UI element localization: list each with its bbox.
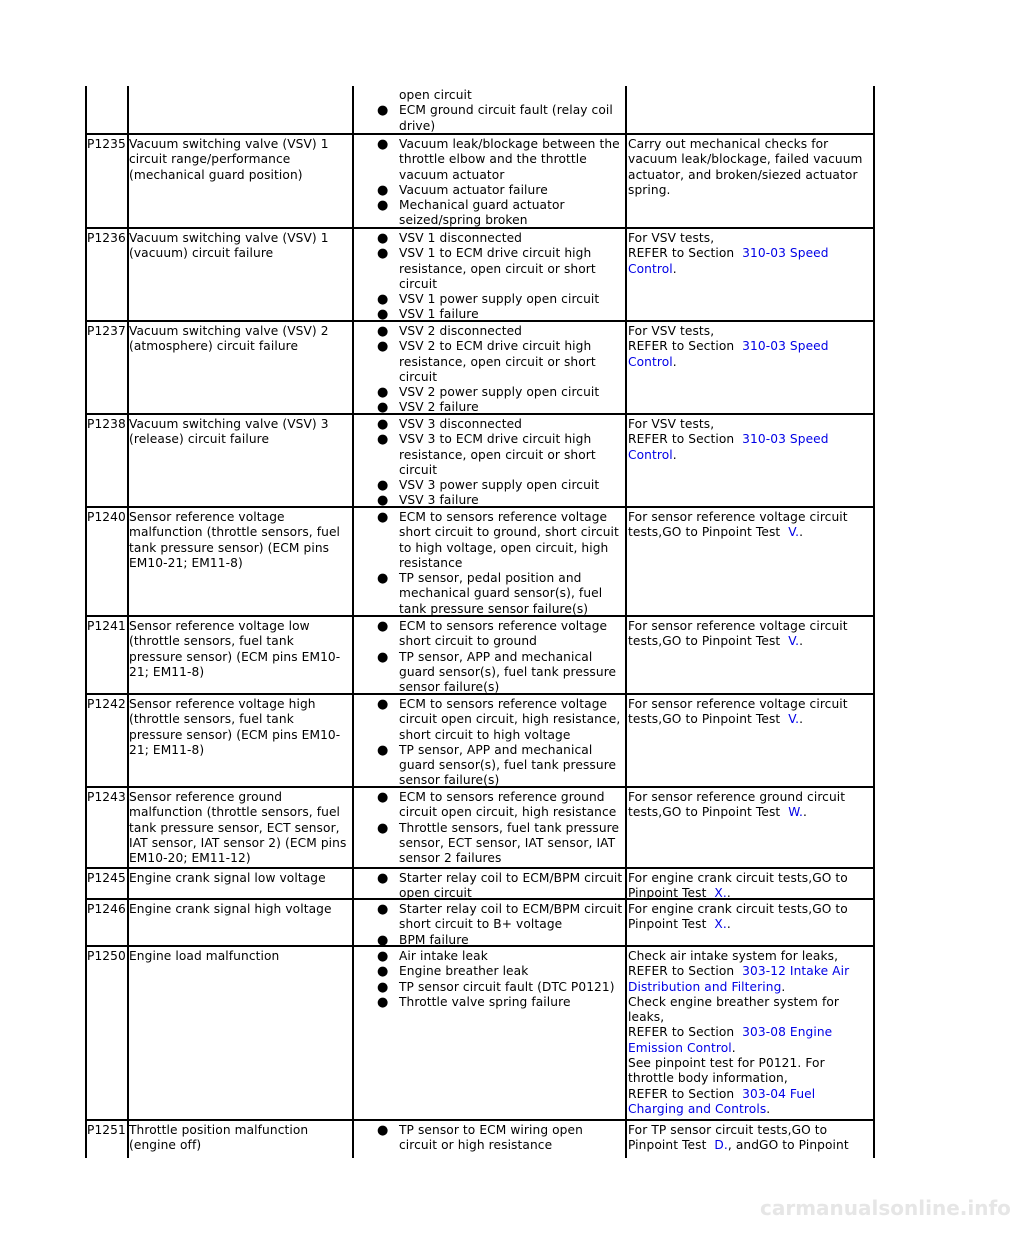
table-row: [85, 86, 875, 135]
column-divider: [625, 695, 627, 788]
cause-text: VSV 3 disconnected: [399, 417, 523, 431]
action-suffix: .: [802, 805, 807, 820]
column-divider: [873, 869, 875, 900]
bullet-icon: ●: [377, 385, 389, 401]
cause-text: Throttle valve spring failure: [399, 994, 571, 1009]
cause-text: Starter relay coil to ECM/BPM circuit short circuit to B+ voltage: [399, 902, 623, 932]
action-line: [628, 1087, 868, 1118]
column-divider: [625, 900, 627, 947]
bullet-icon: ●: [377, 292, 389, 308]
action: [628, 324, 868, 370]
column-divider: [85, 947, 87, 1121]
cause-text: BPM failure: [399, 932, 469, 947]
cause-item: [375, 417, 625, 432]
section-link[interactable]: 310-03 Speed Control: [628, 339, 829, 369]
cause-item: [375, 339, 625, 385]
bullet-icon: ●: [377, 902, 389, 917]
action-suffix: .: [799, 712, 804, 727]
action-text: For VSV tests,: [628, 324, 715, 338]
cause-item: [375, 103, 625, 134]
possible-causes: [375, 871, 625, 902]
cause-text: Vacuum leak/blockage between the throttle elbow and the throttle vacuum actuator: [399, 137, 620, 182]
action-line: [628, 871, 868, 902]
cause-text: Starter relay coil to ECM/BPM circuit open circuit: [399, 871, 623, 901]
dtc-code: P1243: [87, 790, 126, 804]
bullet-icon: ●: [377, 964, 389, 980]
column-divider: [352, 415, 354, 508]
action: [628, 619, 868, 650]
section-link[interactable]: 310-03 Speed Control: [628, 246, 829, 276]
action: [628, 949, 868, 1117]
bullet-icon: ●: [377, 103, 389, 119]
cause-item: [375, 231, 625, 246]
section-link[interactable]: D.: [714, 1138, 728, 1153]
cause-text: VSV 3 to ECM drive circuit high resistance, open circuit or short circuit: [399, 432, 596, 477]
bullet-icon: ●: [377, 649, 389, 665]
action-line: [628, 246, 868, 277]
cause-item: [375, 980, 625, 995]
bullet-icon: ●: [377, 510, 389, 525]
table-row: [85, 508, 875, 617]
column-divider: [625, 869, 627, 900]
action: [628, 510, 868, 541]
dtc-description: Sensor reference voltage low (throttle sensors, fuel tank pressure sensor) (ECM pins EM10-21; EM11-8): [129, 619, 341, 679]
bullet-icon: ●: [377, 182, 389, 198]
watermark-text: carmanualsonline.info: [760, 1196, 1011, 1220]
action: [628, 417, 868, 463]
action-text: REFER to Section: [628, 1025, 735, 1040]
action-line: [628, 949, 868, 964]
table-row: [85, 1121, 875, 1156]
action-text: REFER to Section: [628, 339, 735, 354]
dtc-code: P1236: [87, 231, 126, 245]
action-suffix: .: [766, 1101, 771, 1116]
dtc-description: Vacuum switching valve (VSV) 1 circuit range/performance (mechanical guard position): [129, 137, 329, 182]
column-divider: [352, 135, 354, 229]
column-divider: [352, 788, 354, 869]
cause-text: VSV 3 power supply open circuit: [399, 478, 600, 493]
action-line: [628, 964, 868, 995]
cause-text: ECM to sensors reference voltage short circuit to ground, short circuit to high voltage, open circuit, high resistance: [399, 510, 619, 570]
possible-causes: [375, 790, 625, 866]
section-link[interactable]: X.: [714, 886, 727, 901]
bullet-icon: ●: [377, 432, 389, 448]
dtc-description: Sensor reference voltage high (throttle sensors, fuel tank pressure sensor) (ECM pins EM10-21; EM11-8): [129, 697, 341, 757]
section-link[interactable]: X.: [714, 917, 727, 932]
action-text: Check engine breather system for leaks,: [628, 994, 840, 1025]
cause-text: VSV 2 to ECM drive circuit high resistance, open circuit or short circuit: [399, 339, 596, 384]
watermark: [760, 1196, 1011, 1242]
section-link[interactable]: V.: [788, 634, 800, 649]
action-line: [628, 324, 868, 339]
possible-causes: [375, 88, 625, 134]
column-divider: [127, 86, 129, 135]
action-text: Carry out mechanical checks for vacuum leak/blockage, failed vacuum actuator, and broken/siezed actuator spring.: [628, 137, 863, 197]
dtc-description: Engine crank signal low voltage: [129, 871, 326, 885]
bullet-icon: ●: [377, 820, 389, 836]
cause-item: [375, 743, 625, 789]
cause-item: [375, 821, 625, 867]
column-divider: [625, 135, 627, 229]
bullet-icon: ●: [377, 697, 389, 712]
action-line: [628, 231, 868, 246]
column-divider: [352, 947, 354, 1121]
cause-item: [375, 871, 625, 902]
cause-text: ECM to sensors reference ground circuit open circuit, high resistance: [399, 790, 617, 820]
action-suffix: .: [726, 886, 731, 901]
action-line: [628, 995, 868, 1026]
cause-text: VSV 2 power supply open circuit: [399, 385, 600, 400]
column-divider: [352, 86, 354, 135]
possible-causes: [375, 137, 625, 229]
column-divider: [873, 135, 875, 229]
cause-item: [375, 183, 625, 198]
dtc-code: P1235: [87, 137, 126, 151]
column-divider: [873, 322, 875, 415]
column-divider: [625, 1121, 627, 1158]
section-link[interactable]: V.: [788, 525, 800, 540]
column-divider: [352, 869, 354, 900]
cause-item: [375, 510, 625, 571]
column-divider: [873, 415, 875, 508]
bullet-icon: ●: [377, 246, 389, 262]
dtc-code: P1240: [87, 510, 126, 524]
action-suffix: .: [672, 261, 677, 276]
bullet-icon: ●: [377, 198, 389, 214]
action-line: [628, 697, 868, 728]
action-text: For TP sensor circuit tests,GO to Pinpoint Test: [628, 1123, 828, 1153]
table-row: [85, 947, 875, 1121]
dtc-code: P1238: [87, 417, 126, 431]
possible-causes: [375, 417, 625, 509]
action-text: For engine crank circuit tests,GO to Pinpoint Test: [628, 902, 848, 932]
column-divider: [625, 617, 627, 695]
cause-item: [375, 400, 625, 415]
column-divider: [873, 947, 875, 1121]
cause-text: VSV 3 failure: [399, 493, 479, 508]
bullet-icon: ●: [377, 324, 389, 339]
action-text: REFER to Section: [628, 1086, 735, 1101]
action-text: Check air intake system for leaks,: [628, 949, 839, 963]
action-suffix: .: [731, 1040, 736, 1055]
cause-item: [375, 790, 625, 821]
cause-item: [375, 933, 625, 948]
possible-causes: [375, 324, 625, 416]
cause-item: [375, 493, 625, 508]
action-text: For engine crank circuit tests,GO to Pinpoint Test: [628, 871, 848, 901]
column-divider: [625, 508, 627, 617]
column-divider: [352, 617, 354, 695]
cause-item: [375, 697, 625, 743]
action: [628, 1123, 868, 1154]
possible-causes: [375, 619, 625, 695]
column-divider: [625, 415, 627, 508]
column-divider: [352, 229, 354, 322]
cause-item: [375, 619, 625, 650]
action-text: REFER to Section: [628, 246, 735, 261]
column-divider: [352, 900, 354, 947]
dtc-description: Sensor reference voltage malfunction (throttle sensors, fuel tank pressure sensor) (ECM pins EM10-21; EM11-8): [129, 510, 341, 570]
cause-continued-text: open circuit: [399, 88, 472, 102]
bullet-icon: ●: [377, 932, 389, 948]
cause-item: [375, 292, 625, 307]
dtc-description: Engine load malfunction: [129, 949, 280, 963]
cause-text: Mechanical guard actuator seized/spring broken: [399, 198, 565, 228]
column-divider: [127, 947, 129, 1121]
action-line: [628, 137, 868, 198]
action-line: [628, 1123, 868, 1154]
dtc-description: Sensor reference ground malfunction (throttle sensors, fuel tank pressure sensor, ECT sensor, IAT sensor, IAT sensor 2) (ECM pins EM10-20; EM11-12): [129, 790, 347, 866]
dtc-code: P1242: [87, 697, 126, 711]
cause-text: VSV 2 disconnected: [399, 324, 523, 338]
cause-item: [375, 902, 625, 933]
action-line: [628, 510, 868, 541]
action-line: [628, 432, 868, 463]
action-line: [628, 790, 868, 821]
action: [628, 697, 868, 728]
bullet-icon: ●: [377, 307, 389, 323]
action: [628, 902, 868, 933]
dtc-description: Vacuum switching valve (VSV) 2 (atmosphere) circuit failure: [129, 324, 329, 354]
column-divider: [352, 322, 354, 415]
action: [628, 871, 868, 902]
cause-text: VSV 2 failure: [399, 400, 479, 415]
cause-text: ECM to sensors reference voltage circuit open circuit, high resistance, short circuit to high voltage: [399, 697, 621, 742]
bullet-icon: ●: [377, 619, 389, 634]
table-row: [85, 695, 875, 788]
section-link[interactable]: 303-04 Fuel Charging and Controls: [628, 1086, 816, 1116]
bullet-icon: ●: [377, 790, 389, 805]
table-row: [85, 869, 875, 900]
cause-item: [375, 650, 625, 696]
action: [628, 790, 868, 821]
column-divider: [873, 508, 875, 617]
cause-text: Vacuum actuator failure: [399, 182, 548, 197]
cause-text: VSV 1 to ECM drive circuit high resistance, open circuit or short circuit: [399, 246, 596, 291]
action: [628, 137, 868, 198]
dtc-description: Throttle position malfunction (engine off): [129, 1123, 309, 1153]
column-divider: [352, 508, 354, 617]
action-text: For VSV tests,: [628, 417, 715, 431]
table-row: [85, 229, 875, 322]
table-row: [85, 415, 875, 508]
cause-text: TP sensor to ECM wiring open circuit or high resistance: [399, 1123, 583, 1153]
cause-text: Air intake leak: [399, 949, 488, 963]
cause-item: [375, 949, 625, 964]
cause-text: VSV 1 power supply open circuit: [399, 292, 600, 307]
cause-text: Throttle sensors, fuel tank pressure sensor, ECT sensor, IAT sensor, IAT sensor 2 failures: [399, 820, 620, 866]
column-divider: [625, 947, 627, 1121]
section-link[interactable]: 310-03 Speed Control: [628, 432, 829, 462]
column-divider: [625, 229, 627, 322]
dtc-code: P1245: [87, 871, 126, 885]
bullet-icon: ●: [377, 137, 389, 152]
section-link[interactable]: W.: [788, 805, 803, 820]
cause-text: TP sensor, pedal position and mechanical guard sensor(s), fuel tank pressure sensor failure(s): [399, 571, 603, 616]
action-suffix: .: [781, 979, 786, 994]
dtc-code: P1246: [87, 902, 126, 916]
column-divider: [625, 86, 627, 135]
cause-item: [375, 571, 625, 617]
possible-causes: [375, 231, 625, 323]
possible-causes: [375, 510, 625, 617]
table-row: [85, 135, 875, 229]
bullet-icon: ●: [377, 478, 389, 494]
dtc-description: Vacuum switching valve (VSV) 3 (release) circuit failure: [129, 417, 329, 447]
possible-causes: [375, 949, 625, 1010]
table-row: [85, 788, 875, 869]
dtc-code: P1251: [87, 1123, 126, 1137]
bullet-icon: ●: [377, 949, 389, 964]
bullet-icon: ●: [377, 493, 389, 509]
action-suffix: .: [799, 634, 804, 649]
bullet-icon: ●: [377, 994, 389, 1010]
cause-item: [375, 385, 625, 400]
action-line: [628, 619, 868, 650]
possible-causes: [375, 902, 625, 948]
cause-text: TP sensor circuit fault (DTC P0121): [399, 979, 615, 994]
bullet-icon: ●: [377, 979, 389, 995]
bullet-icon: ●: [377, 571, 389, 587]
action-line: [628, 339, 868, 370]
action-text: For sensor reference voltage circuit tests,GO to Pinpoint Test: [628, 619, 848, 649]
column-divider: [873, 695, 875, 788]
table-row: [85, 322, 875, 415]
table-row: [85, 900, 875, 947]
action-text: See pinpoint test for P0121. For throttle body information,: [628, 1056, 825, 1086]
action-text: For sensor reference ground circuit tests,GO to Pinpoint Test: [628, 790, 846, 820]
bullet-icon: ●: [377, 871, 389, 886]
action-suffix: .: [672, 354, 677, 369]
action-text: For sensor reference voltage circuit tests,GO to Pinpoint Test: [628, 510, 848, 540]
column-divider: [873, 229, 875, 322]
action-line: [628, 417, 868, 432]
section-link[interactable]: 303-12 Intake Air Distribution and Filtering: [628, 964, 850, 994]
column-divider: [873, 788, 875, 869]
column-divider: [352, 695, 354, 788]
column-divider: [352, 1121, 354, 1158]
action-suffix: .: [672, 447, 677, 462]
column-divider: [625, 322, 627, 415]
bullet-icon: ●: [377, 1123, 389, 1138]
cause-item: [375, 198, 625, 229]
cause-text: TP sensor, APP and mechanical guard sensor(s), fuel tank pressure sensor failure(s): [399, 742, 617, 788]
dtc-description: Vacuum switching valve (VSV) 1 (vacuum) circuit failure: [129, 231, 329, 261]
column-divider: [873, 86, 875, 135]
bullet-icon: ●: [377, 231, 389, 246]
cause-text: ECM to sensors reference voltage short circuit to ground: [399, 619, 608, 649]
action-text: For VSV tests,: [628, 231, 715, 245]
cause-item: [375, 478, 625, 493]
action-line: [628, 1025, 868, 1056]
bullet-icon: ●: [377, 400, 389, 416]
cause-text: TP sensor, APP and mechanical guard sensor(s), fuel tank pressure sensor failure(s): [399, 649, 617, 695]
cause-item: [375, 1123, 625, 1154]
cause-item: [375, 307, 625, 322]
action-suffix: .: [726, 917, 731, 932]
action: [628, 231, 868, 277]
cause-item: [375, 995, 625, 1010]
possible-causes: [375, 1123, 625, 1154]
bullet-icon: ●: [377, 417, 389, 432]
bullet-icon: ●: [377, 742, 389, 758]
dtc-code: P1250: [87, 949, 126, 963]
action-line: [628, 902, 868, 933]
cause-text: VSV 1 disconnected: [399, 231, 523, 245]
dtc-code: P1237: [87, 324, 126, 338]
cause-text: VSV 1 failure: [399, 307, 479, 322]
cause-item: [375, 137, 625, 183]
cause-item: [375, 432, 625, 478]
dtc-code: P1241: [87, 619, 126, 633]
cause-item: [375, 324, 625, 339]
possible-causes: [375, 697, 625, 789]
cause-text: ECM ground circuit fault (relay coil drive): [399, 103, 613, 133]
action-suffix: .: [799, 525, 804, 540]
cause-text: Engine breather leak: [399, 964, 529, 979]
action-text: For sensor reference voltage circuit tests,GO to Pinpoint Test: [628, 697, 848, 727]
column-divider: [873, 1121, 875, 1158]
column-divider: [873, 617, 875, 695]
column-divider: [625, 788, 627, 869]
cause-item: [375, 964, 625, 979]
column-divider: [85, 86, 87, 135]
table-row: [85, 617, 875, 695]
bullet-icon: ●: [377, 339, 389, 355]
dtc-description: Engine crank signal high voltage: [129, 902, 332, 916]
section-link[interactable]: V.: [788, 712, 800, 727]
action-suffix: , andGO to Pinpoint: [727, 1138, 849, 1153]
action-text: REFER to Section: [628, 432, 735, 447]
action-line: [628, 1056, 868, 1087]
action-text: REFER to Section: [628, 964, 735, 979]
section-link[interactable]: 303-08 Engine Emission Control: [628, 1025, 833, 1055]
column-divider: [873, 900, 875, 947]
cause-item: [375, 246, 625, 292]
